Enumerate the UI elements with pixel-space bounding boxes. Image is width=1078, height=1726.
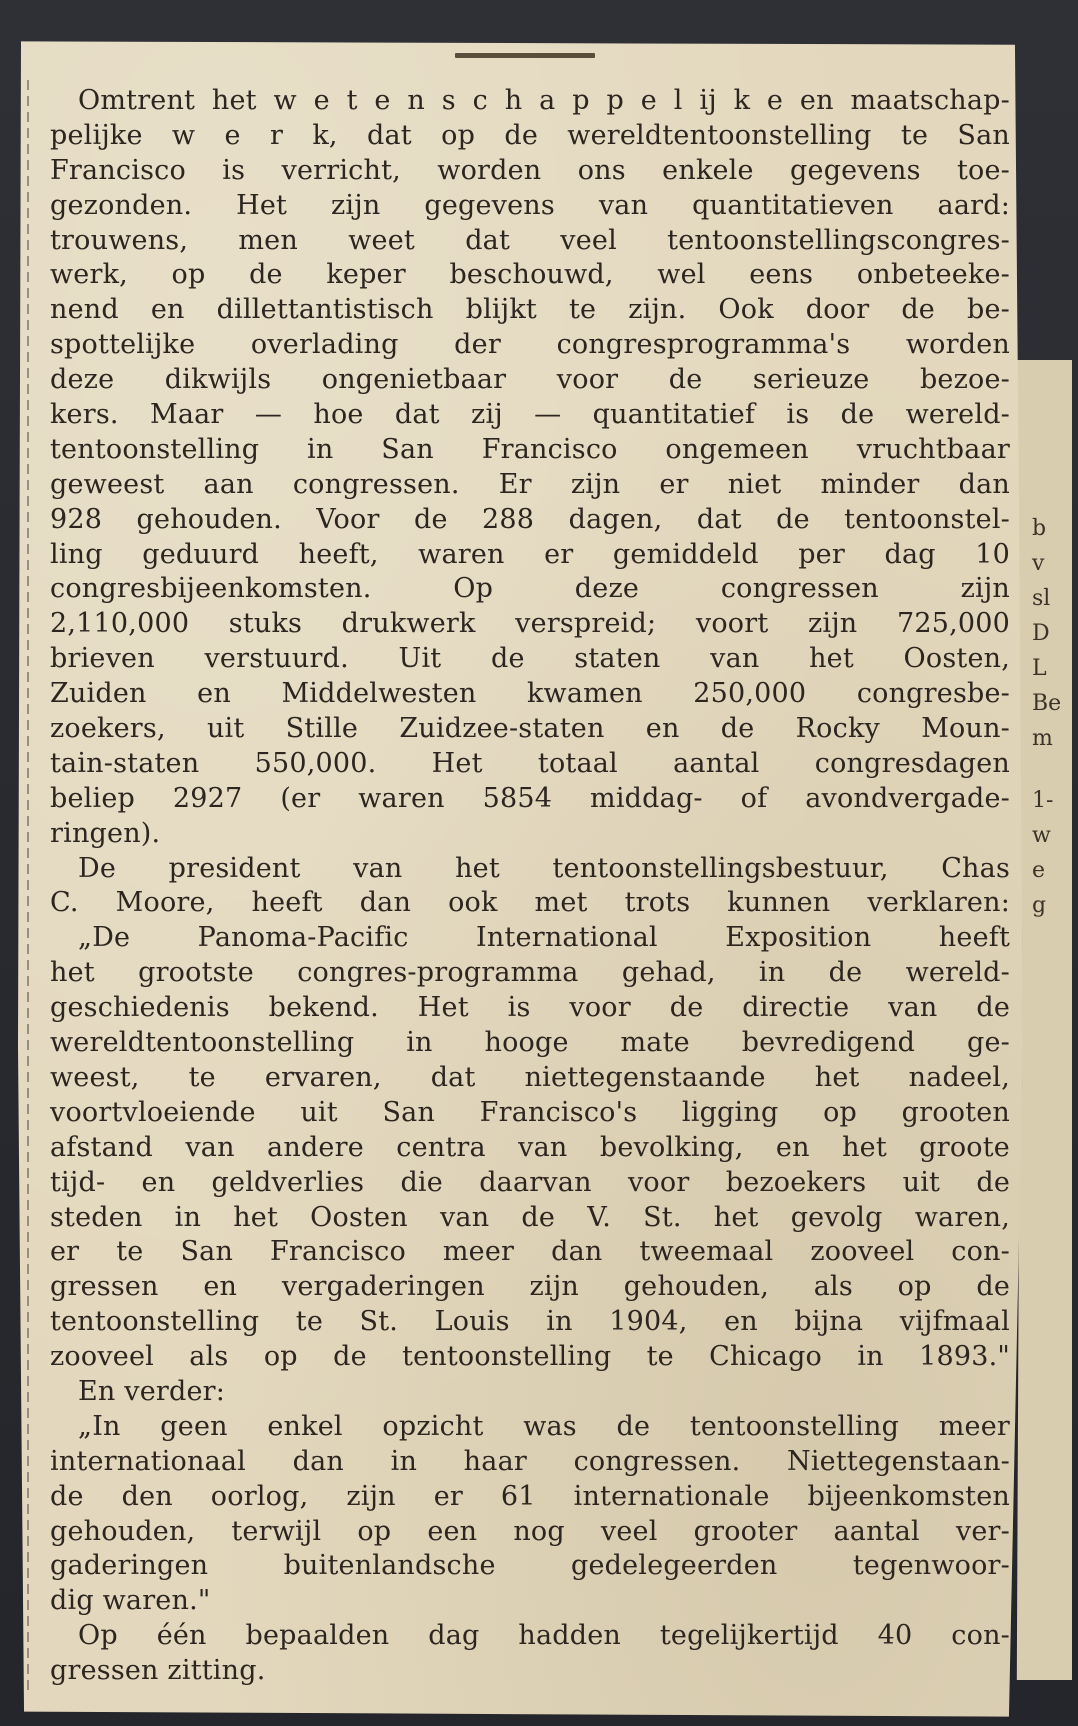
article-line: geschiedenis bekend. Het is voor de directie van de <box>50 992 1010 1024</box>
article-line: brieven verstuurd. Uit de staten van het Oosten, <box>50 643 1010 675</box>
article-line: weest, te ervaren, dat niettegenstaande het nadeel, <box>50 1061 1010 1093</box>
article-line: afstand van andere centra van bevolking, en het groote <box>50 1131 1010 1163</box>
article-line: „De Panoma-Pacific International Exposition heeft <box>78 922 1010 954</box>
fragment-line: e <box>1032 858 1046 883</box>
article-line: Op één bepaalden dag hadden tegelijkertijd 40 con- <box>78 1620 1010 1652</box>
article-line: gehouden, terwijl op een nog veel grooter aantal ver- <box>50 1515 1010 1547</box>
article-line: spottelijke overlading der congresprogramma's worden <box>50 329 1010 361</box>
article-line: deze dikwijls ongenietbaar voor de serieuze bezoe- <box>50 364 1010 396</box>
fragment-line: g <box>1032 893 1047 918</box>
article-line: C. Moore, heeft dan ook met trots kunnen verklaren: <box>50 887 1010 919</box>
article-line: „In geen enkel opzicht was de tentoonstelling meer <box>78 1410 1010 1442</box>
article-line: 2,110,000 stuks drukwerk verspreid; voort zijn 725,000 <box>50 608 1010 640</box>
article-line: steden in het Oosten van de V. St. het gevolg waren, <box>50 1201 1010 1233</box>
article-line: de den oorlog, zijn er 61 internationale bijeenkomsten <box>50 1480 1010 1512</box>
article-line: dig waren." <box>50 1585 211 1617</box>
article-line: ringen). <box>50 817 161 849</box>
article-line: wereldtentoonstelling in hooge mate bevredigend ge- <box>50 1027 1010 1059</box>
fragment-line: sl <box>1032 586 1051 611</box>
article-line: En verder: <box>78 1375 226 1407</box>
article-line: zoekers, uit Stille Zuidzee-staten en de Rocky Moun- <box>50 713 1010 745</box>
article-line: voortvloeiende uit San Francisco's ligging op grooten <box>50 1096 1010 1128</box>
article-line: Francisco is verricht, worden ons enkele gegevens toe- <box>50 154 1010 186</box>
article-line: ling geduurd heeft, waren er gemiddeld per dag 10 <box>50 538 1010 570</box>
article-line: tentoonstelling te St. Louis in 1904, en bijna vijfmaal <box>50 1306 1010 1338</box>
article-line: congresbijeenkomsten. Op deze congressen zijn <box>50 573 1010 605</box>
article-line: tijd- en geldverlies die daarvan voor bezoekers uit de <box>50 1166 1010 1198</box>
article-line: Omtrent het w e t e n s c h a p p e l ij k e en maatschap- <box>78 85 1010 116</box>
column-rule <box>27 80 29 1690</box>
article-line: tentoonstelling in San Francisco ongemeen vruchtbaar <box>50 433 1010 465</box>
article-line: werk, op de keper beschouwd, wel eens onbeteeke- <box>50 259 1010 291</box>
article-line: De president van het tentoonstellingsbestuur, Chas <box>78 852 1010 884</box>
fragment-line: L <box>1032 656 1047 681</box>
article-line: gressen zitting. <box>50 1655 266 1687</box>
fragment-line: v <box>1032 551 1045 576</box>
article-line: er te San Francisco meer dan tweemaal zooveel con- <box>50 1236 1010 1268</box>
article-text <box>50 84 1010 1689</box>
article-line: het grootste congres-programma gehad, in de wereld- <box>50 957 1010 989</box>
fragment-line: Be <box>1032 691 1062 716</box>
article-line: 928 gehouden. Voor de 288 dagen, dat de tentoonstel- <box>50 503 1010 535</box>
fragment-line: b <box>1032 516 1047 541</box>
article-line: tain-staten 550,000. Het totaal aantal congresdagen <box>50 747 1010 779</box>
article-line: geweest aan congressen. Er zijn er niet minder dan <box>50 468 1010 500</box>
article-line: internationaal dan in haar congressen. Niettegenstaan- <box>50 1445 1010 1477</box>
article-line: trouwens, men weet dat veel tentoonstellingscongres- <box>50 224 1010 256</box>
article-line: pelijke w e r k, dat op de wereldtentoonstelling te San <box>50 119 1010 151</box>
fragment-line: m <box>1032 726 1053 751</box>
article-line: gaderingen buitenlandsche gedelegeerden tegenwoor- <box>50 1550 1010 1582</box>
article-line: gezonden. Het zijn gegevens van quantitatieven aard: <box>50 189 1010 221</box>
fragment-line: w <box>1032 823 1051 848</box>
top-rule <box>455 53 595 58</box>
article-line: gressen en vergaderingen zijn gehouden, als op de <box>50 1271 1010 1303</box>
fragment-line: 1- <box>1032 788 1054 813</box>
article-line: zooveel als op de tentoonstelling te Chicago in 1893." <box>50 1341 1010 1373</box>
article-line: kers. Maar — hoe dat zij — quantitatief is de wereld- <box>50 399 1010 431</box>
article-line: beliep 2927 (er waren 5854 middag- of avondvergade- <box>50 782 1010 814</box>
fragment-line: D <box>1032 621 1050 646</box>
article-line: Zuiden en Middelwesten kwamen 250,000 congresbe- <box>50 678 1010 710</box>
article-line: nend en dillettantistisch blijkt te zijn. Ook door de be- <box>50 294 1010 326</box>
